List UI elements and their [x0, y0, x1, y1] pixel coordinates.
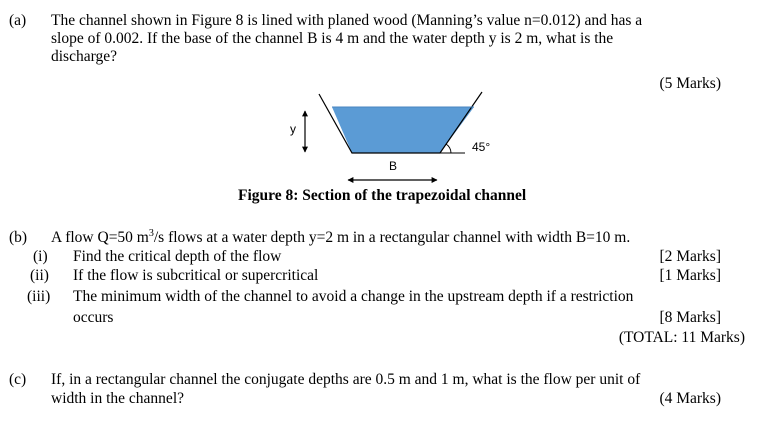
- part-b-item-2-text: If the flow is subcritical or supercritical: [73, 267, 319, 284]
- part-c-text-line-1: If, in a rectangular channel the conjugate depths are 0.5 m and 1 m, what is the flow per unit of: [51, 371, 641, 388]
- part-b-item-1-text: Find the critical depth of the flow: [73, 248, 282, 265]
- part-b-item-2-marks: [1 Marks]: [659, 267, 721, 284]
- figure-caption: Figure 8: Section of the trapezoidal channel: [238, 187, 527, 204]
- trapezoidal-channel-figure: [280, 90, 510, 186]
- part-b-item-1-marks: [2 Marks]: [659, 248, 721, 265]
- part-a-label: (a): [9, 12, 27, 29]
- part-a-text-line-1: The channel shown in Figure 8 is lined with planed wood (Manning’s value n=0.012) and has a: [51, 12, 643, 29]
- part-b-item-3-text-continued: occurs: [73, 309, 114, 326]
- depth-label: y: [290, 122, 296, 136]
- part-b-total-marks: (TOTAL: 11 Marks): [618, 329, 745, 346]
- base-label: B: [388, 159, 398, 173]
- part-b-label: (b): [9, 229, 28, 246]
- part-b-item-3-marks: [8 Marks]: [659, 309, 721, 326]
- part-b-intro-superscript: 3: [148, 227, 154, 239]
- part-c-label: (c): [9, 371, 27, 388]
- angle-label: 45°: [472, 140, 491, 154]
- part-b-item-3-label: (iii): [27, 288, 51, 305]
- part-b-item-1-label: (i): [33, 248, 48, 265]
- part-a-text-line-2: slope of 0.002. If the base of the channel B is 4 m and the water depth y is 2 m, what is the: [51, 30, 614, 47]
- part-a-text-line-3: discharge?: [51, 48, 117, 65]
- part-a-marks: (5 Marks): [659, 75, 721, 92]
- part-b-intro-text-1: A flow Q=50 m: [51, 229, 149, 246]
- angle-arc: [446, 144, 451, 153]
- part-b-intro: [51, 229, 630, 247]
- part-b-item-3-text: The minimum width of the channel to avoid a change in the upstream depth if a restriction: [73, 288, 634, 305]
- part-b-intro-text-2: /s flows at a water depth y=2 m in a rectangular channel with width B=10 m.: [153, 229, 631, 246]
- part-b-item-2-label: (ii): [30, 267, 49, 284]
- part-c-text-line-2: width in the channel?: [51, 390, 184, 407]
- water-section: [332, 107, 474, 153]
- part-c-marks: (4 Marks): [659, 390, 721, 407]
